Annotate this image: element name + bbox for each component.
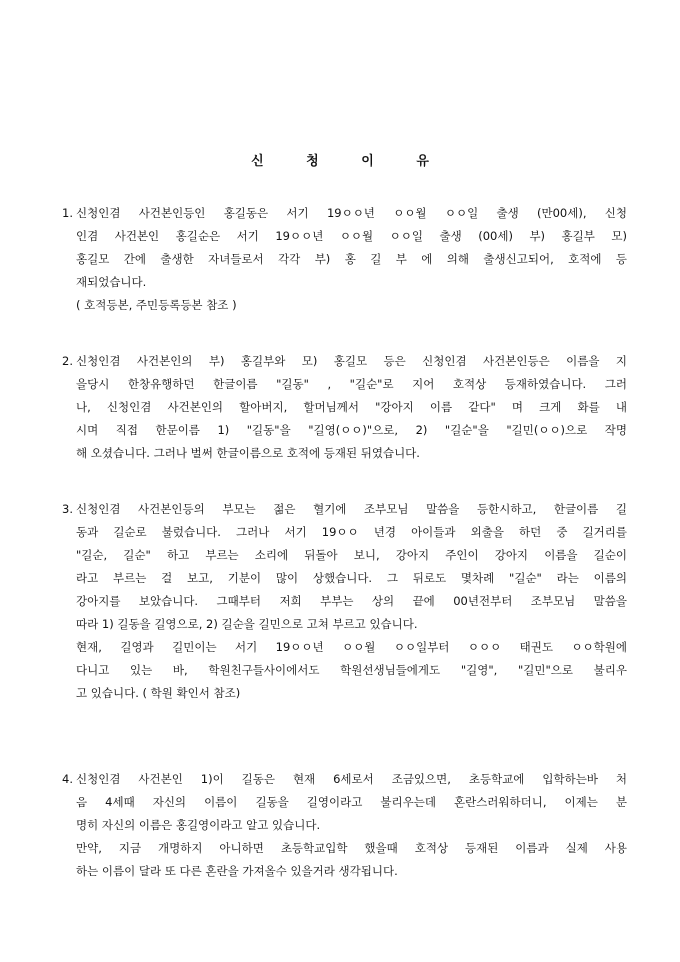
section-line: 인겸 사건본인 홍길순은 서기 19ㅇㅇ년 ㅇㅇ월 ㅇㅇ일 출생 (00세) 부) 홍길부 모) [76, 229, 627, 243]
section-line: 해 오셨습니다. 그러나 벌써 한글이름으로 호적에 등재된 뒤였습니다. [76, 446, 420, 460]
section-line: 신청인겸 사건본인등의 부모는 젊은 혈기에 조부모님 말씀을 등한시하고, 한글이름 길 [76, 502, 627, 516]
section-line: 명히 자신의 이름은 홍길영이라고 알고 있습니다. [76, 818, 321, 832]
section-line: 고 있습니다. ( 학원 확인서 참조) [76, 686, 241, 700]
section-line: 신청인겸 사건본인의 부) 홍길부와 모) 홍길모 등은 신청인겸 사건본인등은 이름을 지 [76, 354, 627, 368]
section-line: ( 호적등본, 주민등록등본 참조 ) [76, 298, 237, 312]
reason-section-2 [62, 350, 627, 465]
section-number: 3. [62, 502, 73, 516]
reason-section-4 [62, 768, 627, 883]
section-line: 신청인겸 사건본인등인 홍길동은 서기 19ㅇㅇ년 ㅇㅇ월 ㅇㅇ일 출생 (만00세), 신청 [76, 206, 627, 220]
section-line: 하는 이름이 달라 또 다른 혼란을 가져올수 있을거라 생각됩니다. [76, 864, 398, 878]
section-number: 4. [62, 772, 73, 786]
section-line: 라고 부르는 걸 보고, 기분이 많이 상했습니다. 그 뒤로도 몇차례 "길순" 라는 이름의 [76, 571, 627, 585]
section-line: 나, 신청인겸 사건본인의 할아버지, 할머님께서 "강아지 이름 같다" 며 크게 화를 내 [76, 400, 627, 414]
section-line: 홍길모 간에 출생한 자녀들로서 각각 부) 홍 길 부 에 의해 출생신고되어, 호적에 등 [76, 252, 627, 266]
section-line: 음 4세때 자신의 이름이 길동을 길영이라고 불리우는데 혼란스러워하더니, 이제는 분 [76, 795, 627, 809]
section-line: 현재, 길영과 길민이는 서기 19ㅇㅇ년 ㅇㅇ월 ㅇㅇ일부터 ㅇㅇㅇ 태권도 ㅇㅇ학원에 [76, 640, 627, 654]
section-line: 신청인겸 사건본인 1)이 길동은 현재 6세로서 조금있으면, 초등학교에 입학하는바 처 [76, 772, 627, 786]
section-line: 다니고 있는 바, 학원친구들사이에서도 학원선생님들에게도 "길영", "길민"으로 불리우 [76, 663, 627, 677]
section-number: 2. [62, 354, 73, 368]
section-line: 만약, 지금 개명하지 아니하면 초등학교입학 했을때 호적상 등재된 이름과 실제 사용 [76, 841, 627, 855]
section-number: 1. [62, 206, 73, 220]
section-line: 강아지를 보았습니다. 그때부터 저희 부부는 상의 끝에 00년전부터 조부모님 말씀을 [76, 594, 627, 608]
section-line: 재되었습니다. [76, 275, 147, 289]
section-line: "길순, 길순" 하고 부르는 소리에 뒤돌아 보니, 강아지 주인이 강아지 이름을 길순이 [76, 548, 627, 562]
section-line: 따라 1) 길동을 길영으로, 2) 길순을 길민으로 고쳐 부르고 있습니다. [76, 617, 418, 631]
section-line: 을당시 한창유행하던 한글이름 "길동" , "길순"로 지어 호적상 등재하였습니다. 그러 [76, 377, 627, 391]
reason-section-3 [62, 498, 627, 705]
document-title: 신 청 이 유 [251, 154, 429, 169]
reason-section-1 [62, 202, 627, 317]
section-line: 시며 직접 한문이름 1) "길동"을 "길영(ㅇㅇ)"으로, 2) "길순"을 "길민(ㅇㅇ)으로 작명 [76, 423, 627, 437]
section-line: 동과 길순로 불렀습니다. 그러나 서기 19ㅇㅇ 년경 아이들과 외출을 하던 중 길거리를 [76, 525, 627, 539]
